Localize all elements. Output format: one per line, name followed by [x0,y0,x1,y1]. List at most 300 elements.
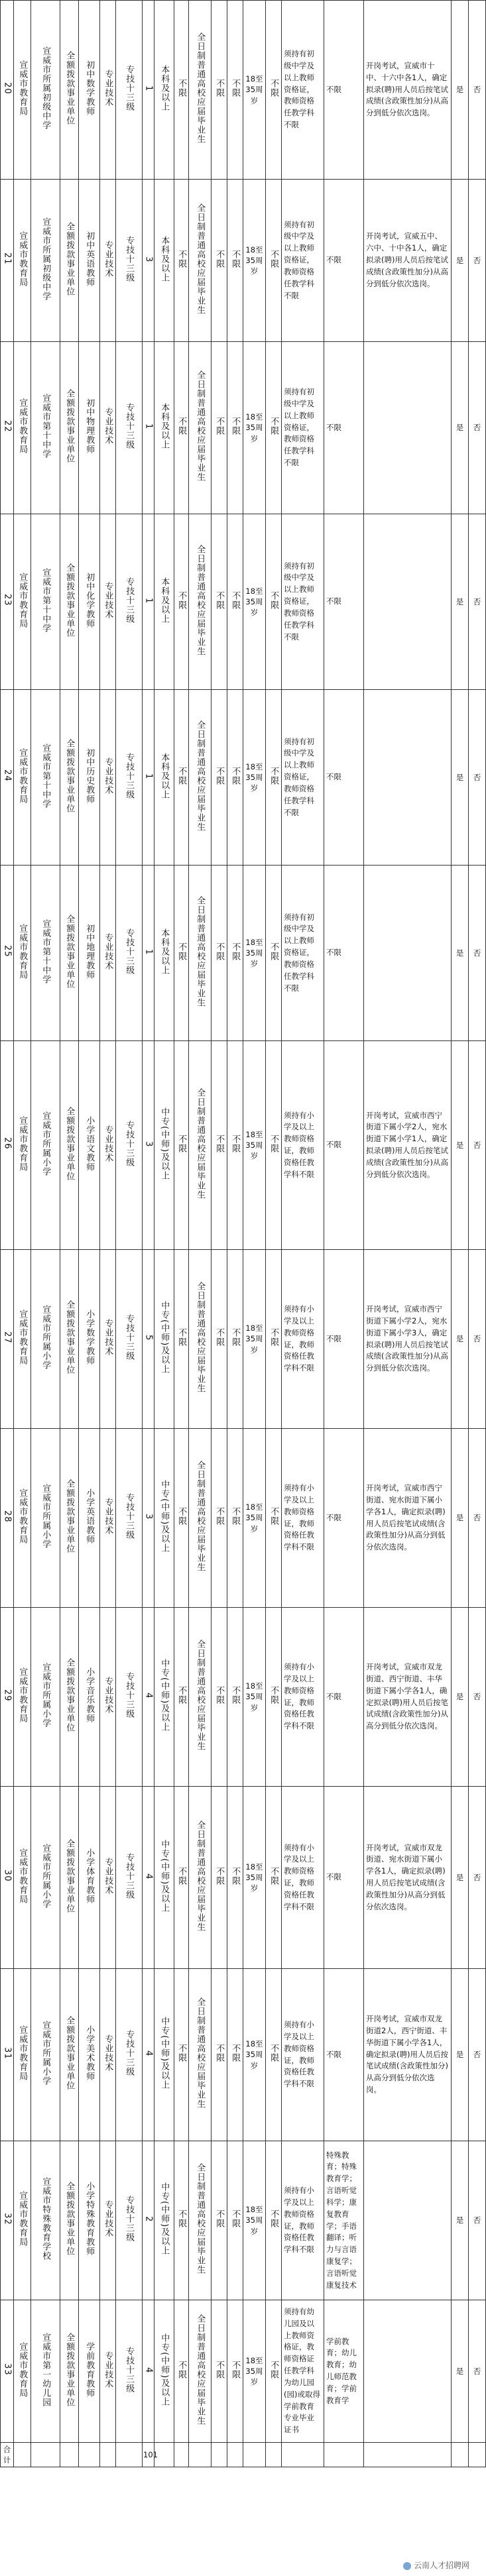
degree-requirement-cell [174,1969,189,2141]
post-category-cell [100,1608,116,1787]
interview-flag: 否 [473,772,481,782]
row-number-cell [1,1429,14,1608]
gender-requirement: 不限 [214,2360,225,2379]
written-exam-flag: 是 [456,423,464,433]
interview-flag: 否 [473,1872,481,1882]
total-empty-cell [324,2443,364,2467]
table-row [1,1041,486,1250]
post-category: 专业技术 [103,1125,113,1162]
education-requirement-cell [154,180,174,342]
notes: 开岗考试，宣威市西宁街道下属小学2人，宛水街道下属小学3人，确定拟录(聘)用人员后按笔试成绩(含政策性加分)从高分到低分依次选岗。 [366,1304,448,1373]
education-requirement-cell [154,690,174,866]
major-requirement-cell [324,1250,364,1429]
recruiting-agency-cell [14,1429,31,1608]
qualification-requirement-cell [282,1969,324,2141]
hire-count: 4 [143,2367,154,2374]
unit-type: 全额拨款事业单位 [64,1106,75,1181]
row-number: 29 [2,1689,13,1702]
total-label-cell [1,2443,14,2467]
source-requirement-cell [189,1429,212,1608]
age-range: 18至35周岁 [245,2355,263,2387]
recruiting-agency-cell [14,690,31,866]
notes: 开岗考试，宣威市双龙街道、西宁街道、丰华街道下属小学各1人，确定拟录(聘)用人员后按笔试成绩(含政策性加分)从高分到低分依次选岗。 [366,1662,448,1731]
other-requirement-cell [266,866,282,1041]
post-name: 初中历史教师 [84,748,95,804]
watermark-logo-icon [403,2562,411,2570]
total-empty-cell [212,2443,227,2467]
row-number: 21 [2,252,13,265]
total-label: 合计 [3,2445,11,2465]
education-requirement-cell [154,1969,174,2141]
interview-flag-cell [469,2300,486,2443]
age-range: 18至35周岁 [245,74,263,105]
post-level-cell [116,1250,143,1429]
age-range-cell [243,180,266,342]
gender-requirement-cell [212,1429,227,1608]
political-status-cell [227,866,243,1041]
qualification-requirement: 须持有小学及以上教师资格证，教师资格任教学科不限 [284,2020,314,2089]
source-requirement-cell [189,1787,212,1969]
post-category: 专业技术 [103,408,113,445]
education-requirement: 本科及以上 [159,235,170,282]
notes [364,2218,451,2223]
hire-count: 3 [143,1514,154,1520]
post-name-cell [79,866,100,1041]
hire-count-cell [143,866,154,1041]
post-level-cell [116,690,143,866]
education-requirement-cell [154,1250,174,1429]
age-range: 18至35周岁 [245,245,263,276]
source-requirement-cell [189,2300,212,2443]
degree-requirement-cell [174,866,189,1041]
age-range: 18至35周岁 [245,1129,263,1161]
row-number-cell [1,1,14,180]
recruiting-agency: 宣威市教育局 [17,1667,28,1724]
gender-requirement: 不限 [214,1328,225,1347]
post-level: 专技十三级 [124,1852,135,1899]
unit-type: 全额拨款事业单位 [64,914,75,989]
political-status-cell [227,690,243,866]
age-range-cell [243,1041,266,1250]
table-row [1,1429,486,1608]
gender-requirement: 不限 [214,2210,225,2229]
unit-type-cell [60,2141,79,2300]
source-requirement-cell [189,866,212,1041]
age-range-cell [243,690,266,866]
employer-unit: 宣威市第一幼儿园 [40,2332,51,2407]
education-requirement-cell [154,1,174,180]
post-name: 小学语文教师 [84,1115,95,1172]
total-empty-cell [243,2443,266,2467]
written-exam-flag-cell [452,514,469,690]
notes-cell [364,1608,452,1787]
degree-requirement: 不限 [176,2044,187,2063]
row-number: 33 [2,2363,13,2376]
major-requirement-cell [324,690,364,866]
degree-requirement-cell [174,690,189,866]
gender-requirement: 不限 [214,79,225,98]
post-level: 专技十三级 [124,235,135,282]
table-row [1,180,486,342]
post-name: 小学英语教师 [84,1488,95,1545]
political-status: 不限 [230,1134,241,1153]
post-category: 专业技术 [103,70,113,107]
row-number: 25 [2,945,13,958]
qualification-requirement-cell [282,1,324,180]
major-requirement: 学前教育；幼儿教育；幼儿师范教育；学前教育学 [326,2336,357,2405]
education-requirement: 中专(中师)及以上 [159,1659,170,1732]
written-exam-flag: 是 [456,948,464,958]
qualification-requirement: 须持有幼儿园及以上教师资格证，教师资格证任教学科为幼儿园(园)或取得学前教育专业毕业证书 [284,2307,320,2435]
other-requirement: 不限 [269,1328,279,1347]
source-requirement: 全日制普通高校应届毕业生 [195,720,206,832]
unit-type-cell [60,2300,79,2443]
political-status: 不限 [230,79,241,98]
notes: 开岗考试，宣威市双龙街道2人，西宁街道、丰华街道下属小学各1人，确定拟录(聘)用人员后按笔试成绩(含政策性加分)从高分到低分依次选岗。 [366,2014,448,2095]
employer-unit: 宣威市所属小学 [40,1111,51,1176]
major-requirement-cell [324,180,364,342]
major-requirement-cell [324,1429,364,1608]
written-exam-flag: 是 [456,1140,464,1150]
age-range-cell [243,1608,266,1787]
employer-unit: 宣威市所属小学 [40,1484,51,1549]
total-empty-cell [266,2443,282,2467]
political-status-cell [227,1608,243,1787]
recruiting-agency-cell [14,342,31,514]
source-requirement: 全日制普通高校应届毕业生 [195,1640,206,1752]
interview-flag: 否 [473,423,481,433]
qualification-requirement-cell [282,1041,324,1250]
watermark-text: 云南人才招聘网 [413,2561,469,2570]
notes [364,599,451,604]
qualification-requirement: 须持有小学及以上教师资格证，教师资格任教学科不限 [284,1483,314,1552]
post-level-cell [116,1787,143,1969]
notes-cell [364,2141,452,2300]
degree-requirement-cell [174,342,189,514]
employer-unit: 宣威市第十中学 [40,567,51,633]
unit-type: 全额拨款事业单位 [64,2332,75,2407]
age-range-cell [243,1,266,180]
gender-requirement: 不限 [214,942,225,961]
degree-requirement-cell [174,2141,189,2300]
other-requirement: 不限 [269,1134,279,1153]
unit-type-cell [60,1787,79,1969]
notes-cell [364,1429,452,1608]
table-row [1,690,486,866]
notes-cell [364,690,452,866]
total-empty-cell [282,2443,324,2467]
source-requirement-cell [189,342,212,514]
post-category-cell [100,866,116,1041]
recruiting-agency: 宣威市教育局 [17,398,28,455]
post-level-cell [116,1041,143,1250]
employer-unit-cell [31,1,60,180]
interview-flag-cell [469,1429,486,1608]
row-number-cell [1,514,14,690]
recruiting-agency-cell [14,514,31,690]
total-empty-cell [227,2443,243,2467]
qualification-requirement: 须持有初级中学及以上教师资格证，教师资格任教学科不限 [284,736,314,817]
hire-count-cell [143,1,154,180]
degree-requirement-cell [174,1041,189,1250]
other-requirement-cell [266,1969,282,2141]
row-number: 28 [2,1510,13,1523]
recruiting-agency-cell [14,866,31,1041]
political-status: 不限 [230,1686,241,1705]
employer-unit-cell [31,514,60,690]
other-requirement-cell [266,2300,282,2443]
source-requirement: 全日制普通高校应届毕业生 [195,32,206,144]
written-exam-flag-cell [452,690,469,866]
education-requirement-cell [154,514,174,690]
unit-type: 全额拨款事业单位 [64,389,75,464]
hire-count-cell [143,1969,154,2141]
written-exam-flag: 是 [456,1692,464,1702]
degree-requirement: 不限 [176,249,187,268]
other-requirement: 不限 [269,2210,279,2229]
age-range: 18至35周岁 [245,412,263,443]
other-requirement-cell [266,1041,282,1250]
post-category: 专业技术 [103,1677,113,1714]
notes: 开岗考试，宣威市十中、十六中各1人，确定拟录(聘)用人员后按笔试成绩(含政策性加分)从高分到低分依次选岗。 [366,60,448,118]
hire-count: 1 [143,423,154,430]
interview-flag: 否 [473,2366,481,2376]
employer-unit: 宣威市第十中学 [40,394,51,459]
qualification-requirement-cell [282,1429,324,1608]
total-row [1,2443,486,2467]
post-category-cell [100,514,116,690]
recruiting-agency: 宣威市教育局 [17,2025,28,2082]
unit-type-cell [60,690,79,866]
education-requirement-cell [154,2300,174,2443]
education-requirement: 本科及以上 [159,752,170,799]
interview-flag: 否 [473,1692,481,1702]
age-range-cell [243,1429,266,1608]
notes-cell [364,1250,452,1429]
education-requirement-cell [154,2141,174,2300]
other-requirement-cell [266,1,282,180]
interview-flag-cell [469,1,486,180]
political-status: 不限 [230,766,241,785]
interview-flag-cell [469,866,486,1041]
unit-type-cell [60,1969,79,2141]
degree-requirement: 不限 [176,417,187,436]
qualification-requirement-cell [282,2141,324,2300]
degree-requirement-cell [174,514,189,690]
employer-unit-cell [31,342,60,514]
gender-requirement-cell [212,1787,227,1969]
notes-cell [364,342,452,514]
source-requirement: 全日制普通高校应届毕业生 [195,1282,206,1394]
recruiting-agency: 宣威市教育局 [17,231,28,287]
political-status-cell [227,1969,243,2141]
gender-requirement-cell [212,1608,227,1787]
table-row [1,2141,486,2300]
post-category: 专业技术 [103,2035,113,2072]
interview-flag: 否 [473,1513,481,1523]
post-level: 专技十三级 [124,403,135,450]
employer-unit: 宣威市所属小学 [40,1305,51,1371]
gender-requirement-cell [212,1969,227,2141]
source-requirement: 全日制普通高校应届毕业生 [195,1088,206,1200]
education-requirement: 中专(中师)及以上 [159,1839,170,1913]
post-name: 小学特殊教育教师 [84,2182,95,2257]
age-range: 18至35周岁 [245,937,263,969]
gender-requirement: 不限 [214,1507,225,1526]
gender-requirement-cell [212,690,227,866]
qualification-requirement: 须持有小学及以上教师资格证，教师资格任教学科不限 [284,1662,314,1731]
employer-unit-cell [31,1608,60,1787]
total-count: 101 [143,2450,158,2460]
post-level: 专技十三级 [124,2030,135,2077]
notes: 开岗考试，宣威市双龙街道、宛水街道下属小学各1人，确定拟录(聘)用人员后按笔试成绩(含政策性加分)从高分到低分依次选岗。 [366,1842,446,1911]
qualification-requirement: 须持有初级中学及以上教师资格证，教师资格任教学科不限 [284,561,314,642]
post-name: 小学美术教师 [84,2025,95,2082]
row-number: 32 [2,2212,13,2225]
post-name-cell [79,1250,100,1429]
qualification-requirement-cell [282,690,324,866]
total-empty-cell [452,2443,469,2467]
written-exam-flag-cell [452,342,469,514]
unit-type: 全额拨款事业单位 [64,51,75,126]
hire-count: 1 [143,85,154,92]
political-status-cell [227,514,243,690]
major-requirement-cell [324,1969,364,2141]
hire-count-cell [143,180,154,342]
interview-flag: 否 [473,1140,481,1150]
total-empty-cell [189,2443,212,2467]
post-category-cell [100,342,116,514]
degree-requirement: 不限 [176,2360,187,2379]
other-requirement: 不限 [269,79,279,98]
written-exam-flag: 是 [456,2215,464,2225]
age-range: 18至35周岁 [245,761,263,793]
post-category: 专业技术 [103,1498,113,1536]
qualification-requirement-cell [282,180,324,342]
recruiting-agency: 宣威市教育局 [17,2191,28,2247]
gender-requirement-cell [212,342,227,514]
employer-unit: 宣威市第十中学 [40,743,51,809]
interview-flag: 否 [473,85,481,95]
post-category: 专业技术 [103,1319,113,1357]
post-name: 小学体育教师 [84,1848,95,1904]
post-category-cell [100,1250,116,1429]
recruiting-agency-cell [14,1969,31,2141]
degree-requirement: 不限 [176,1866,187,1885]
education-requirement: 本科及以上 [159,928,170,975]
post-category-cell [100,2300,116,2443]
interview-flag: 否 [473,1334,481,1344]
source-requirement: 全日制普通高校应届毕业生 [195,544,206,656]
notes: 开岗考试，宣威市西宁街道、宛水街道下属小学各1人，确定拟录(聘)用人员后按笔试成绩(含政策性加分)从高分到低分依次选岗。 [366,1483,446,1552]
major-requirement: 不限 [326,1691,341,1701]
post-level-cell [116,342,143,514]
hire-count-cell [143,342,154,514]
hire-count: 1 [143,597,154,604]
unit-type: 全额拨款事业单位 [64,738,75,813]
other-requirement: 不限 [269,2360,279,2379]
post-category: 专业技术 [103,932,113,970]
education-requirement-cell [154,866,174,1041]
political-status-cell [227,1250,243,1429]
written-exam-flag-cell [452,2141,469,2300]
unit-type-cell [60,1429,79,1608]
table-row [1,1608,486,1787]
education-requirement-cell [154,1041,174,1250]
row-number-cell [1,866,14,1041]
interview-flag: 否 [473,2050,481,2060]
unit-type-cell [60,1250,79,1429]
degree-requirement-cell [174,1429,189,1608]
post-category-cell [100,180,116,342]
written-exam-flag: 是 [456,2366,464,2376]
post-name: 初中地理教师 [84,923,95,980]
age-range: 18至35周岁 [245,1502,263,1534]
interview-flag: 否 [473,255,481,265]
employer-unit-cell [31,2300,60,2443]
row-number: 24 [2,769,13,782]
notes-cell [364,1787,452,1969]
education-requirement: 本科及以上 [159,577,170,624]
source-requirement-cell [189,690,212,866]
hire-count-cell [143,2141,154,2300]
source-requirement: 全日制普通高校应届毕业生 [195,895,206,1007]
degree-requirement-cell [174,1608,189,1787]
qualification-requirement: 须持有小学及以上教师资格证，教师资格任教学科不限 [284,1110,314,1179]
row-number-cell [1,2141,14,2300]
written-exam-flag-cell [452,1969,469,2141]
other-requirement-cell [266,1250,282,1429]
post-level-cell [116,1969,143,2141]
post-category: 专业技术 [103,240,113,278]
gender-requirement: 不限 [214,1134,225,1153]
total-empty-cell [14,2443,31,2467]
political-status-cell [227,1429,243,1608]
post-level: 专技十三级 [124,2196,135,2243]
post-level-cell [116,866,143,1041]
post-level: 专技十三级 [124,928,135,975]
total-empty-cell [174,2443,189,2467]
row-number-cell [1,2300,14,2443]
written-exam-flag: 是 [456,85,464,95]
gender-requirement-cell [212,180,227,342]
other-requirement-cell [266,1608,282,1787]
hire-count: 4 [143,1693,154,1699]
employer-unit-cell [31,1429,60,1608]
table-row [1,2300,486,2443]
post-category: 专业技术 [103,2351,113,2388]
written-exam-flag-cell [452,1608,469,1787]
gender-requirement: 不限 [214,766,225,785]
education-requirement-cell [154,1608,174,1787]
gender-requirement: 不限 [214,1686,225,1705]
other-requirement: 不限 [269,417,279,436]
table-row [1,866,486,1041]
post-category-cell [100,2141,116,2300]
employer-unit: 宣威市所属初级中学 [40,46,51,131]
hire-count-cell [143,1250,154,1429]
gender-requirement: 不限 [214,590,225,610]
other-requirement-cell [266,1787,282,1969]
major-requirement-cell [324,866,364,1041]
employer-unit-cell [31,1250,60,1429]
table-row [1,342,486,514]
table-row [1,514,486,690]
written-exam-flag: 是 [456,2050,464,2060]
notes-cell [364,1,452,180]
unit-type-cell [60,342,79,514]
source-requirement-cell [189,1041,212,1250]
